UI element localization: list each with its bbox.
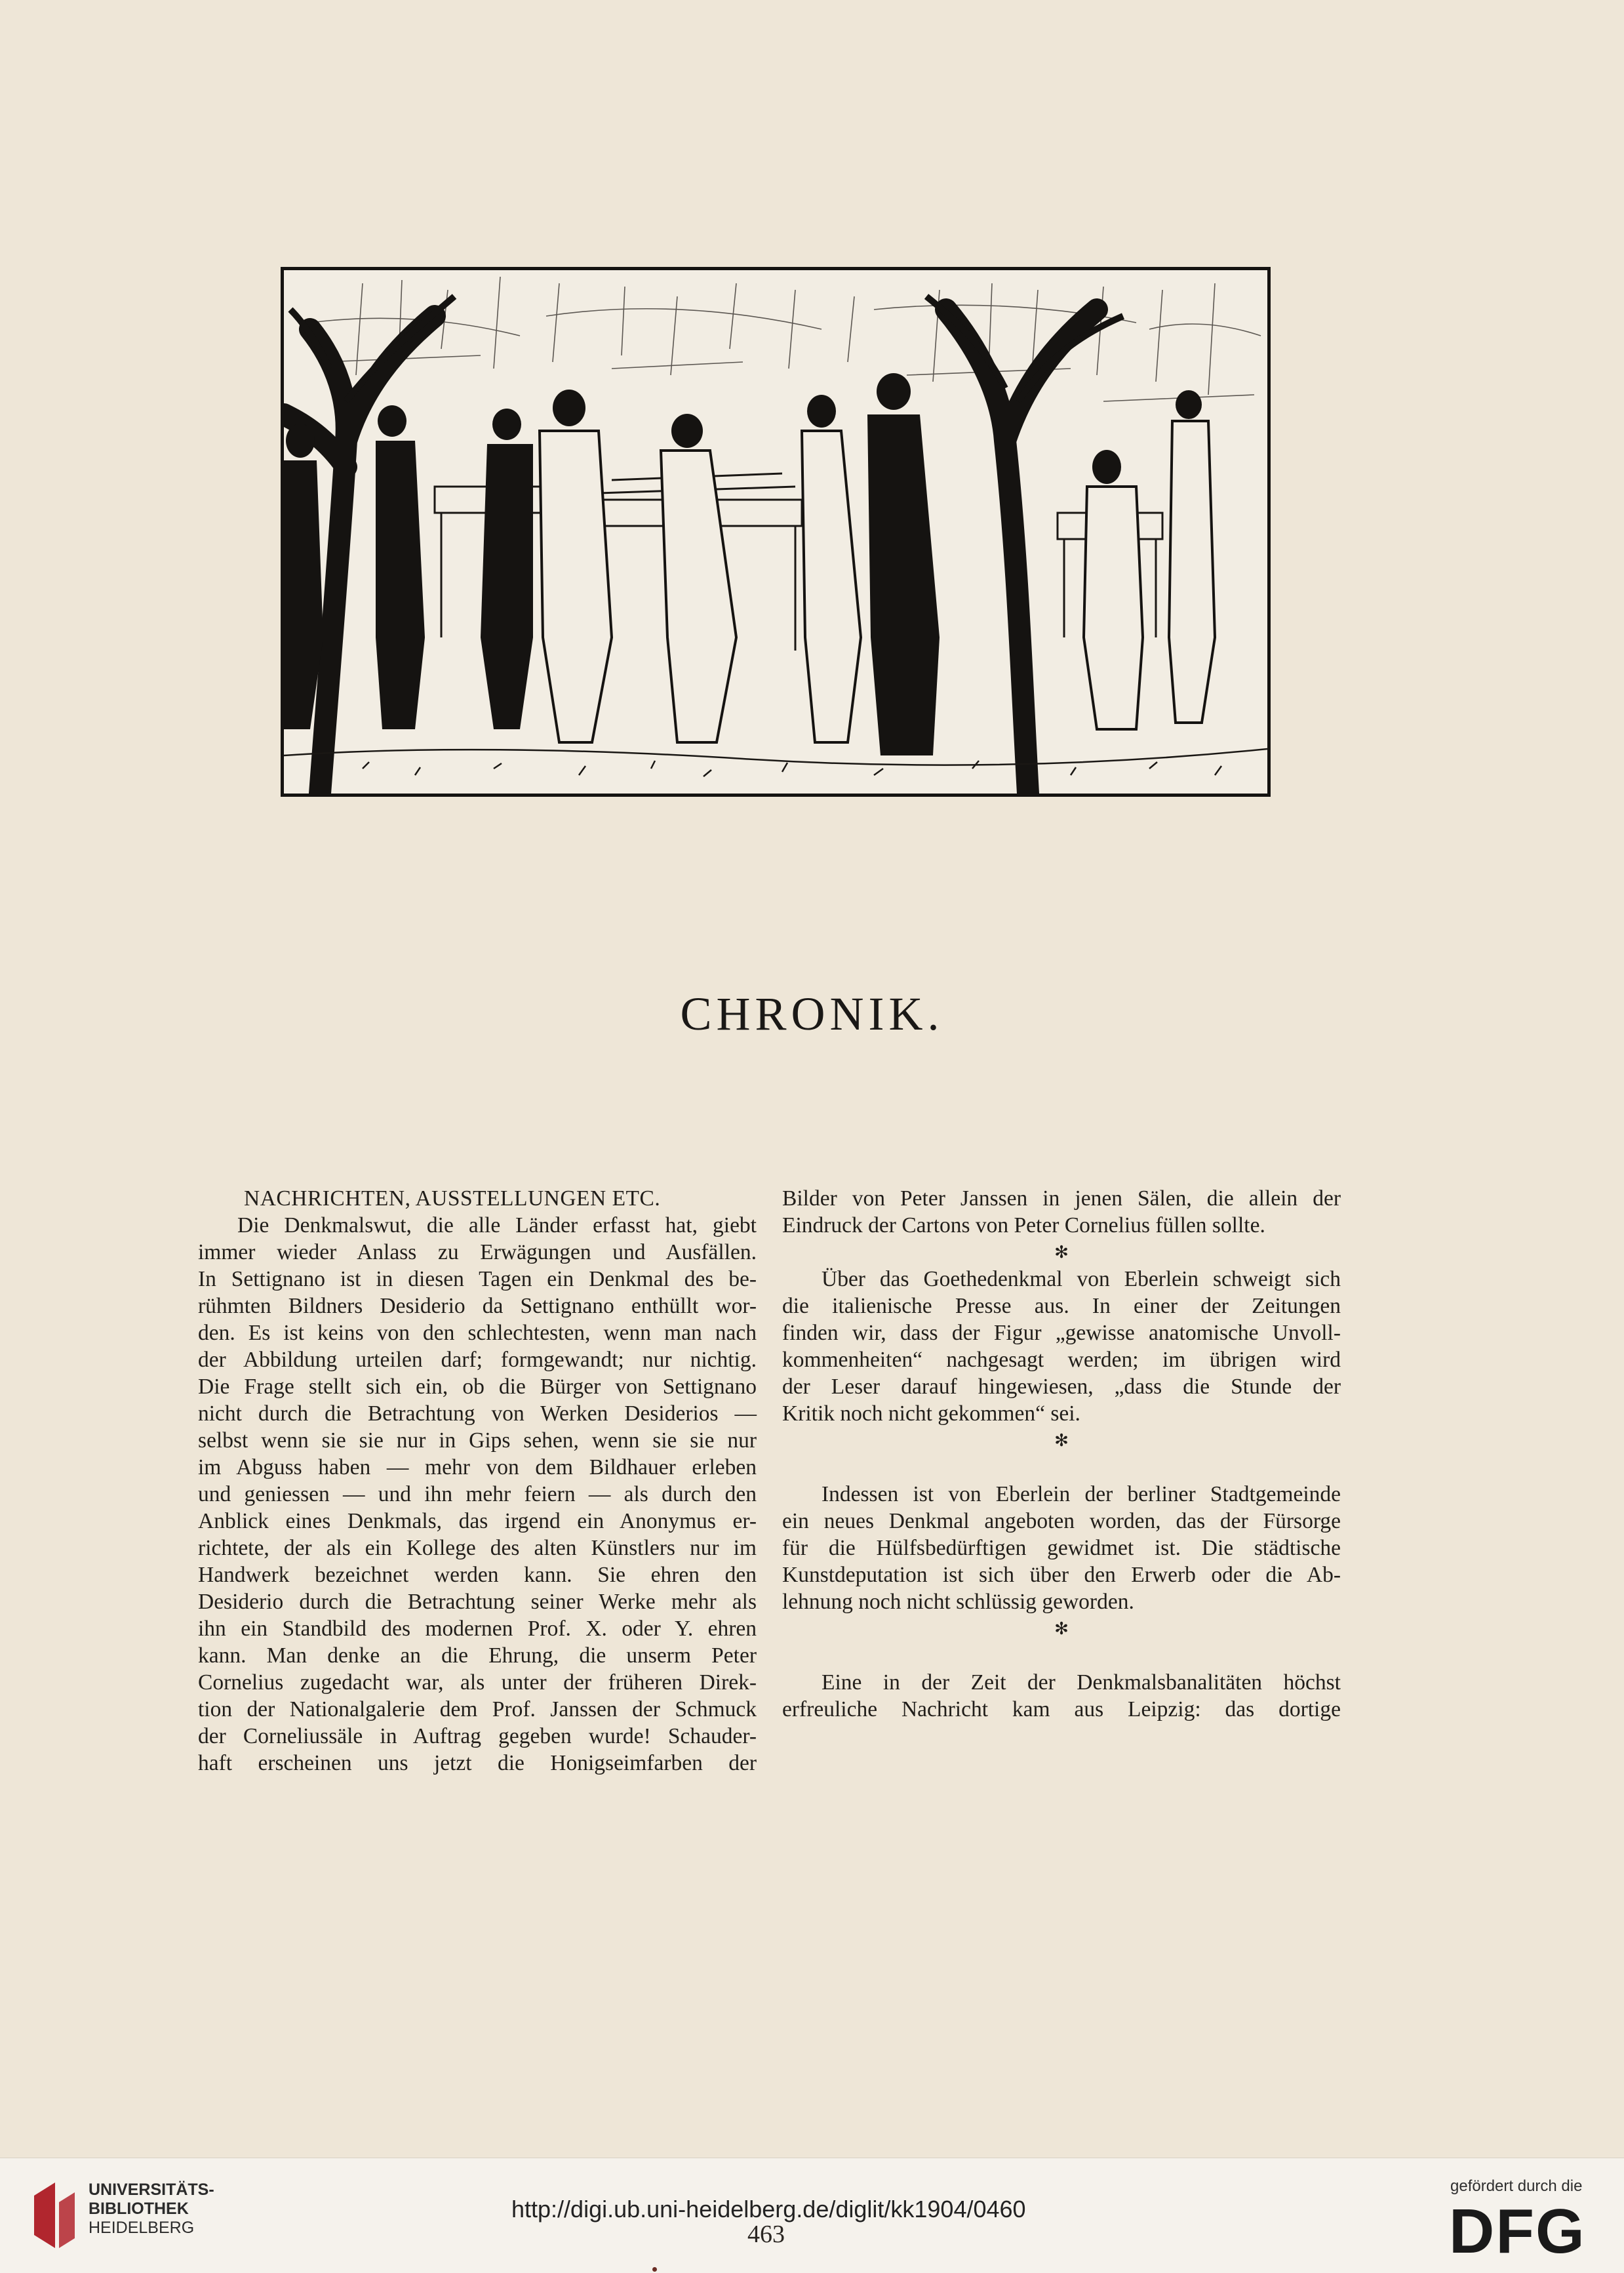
text-line: Bilder von Peter Janssen in jenen Sälen, die allein der — [782, 1186, 1341, 1211]
text-line: Die Frage stellt sich ein, ob die Bürger von Settignano — [198, 1375, 757, 1399]
text-line: Kunstdeputation ist sich über den Erwerb oder die Ab- — [782, 1563, 1341, 1587]
text-line: lehnung noch nicht schlüssig geworden. — [782, 1590, 1134, 1614]
permalink-url[interactable]: http://digi.ub.uni-heidelberg.de/diglit/kk1904/0460 — [511, 2196, 1026, 2223]
text-line: In Settignano ist in diesen Tagen ein Denkmal des be- — [198, 1267, 757, 1291]
text-line: der Leser darauf hingewiesen, „dass die Stunde der — [782, 1375, 1341, 1399]
section-divider-star: ✻ — [1054, 1431, 1069, 1450]
paragraph-gap — [782, 1454, 1341, 1481]
funding-label: gefördert durch die — [1450, 2177, 1583, 2195]
text-line: der Corneliussäle in Auftrag gegeben wurde! Schauder- — [198, 1724, 757, 1748]
text-line: für die Hülfsbedürftigen gewidmet ist. Die städtische — [782, 1536, 1341, 1560]
library-name — [89, 2181, 214, 2238]
paragraph-gap — [782, 1642, 1341, 1669]
text-line: rühmten Bildners Desiderio da Settignano enthüllt wor- — [198, 1294, 757, 1318]
text-line: Über das Goethedenkmal von Eberlein schweigt sich — [822, 1267, 1341, 1291]
dfg-logo: DFG — [1449, 2196, 1586, 2266]
library-name-line: UNIVERSITÄTS- — [89, 2181, 214, 2199]
text-line: erfreuliche Nachricht kam aus Leipzig: das dortige — [782, 1697, 1341, 1721]
text-line: der Abbildung urteilen darf; formgewandt; nur nichtig. — [198, 1348, 757, 1372]
text-line: kommenheiten“ nachgesagt werden; im übrigen wird — [782, 1348, 1341, 1372]
text-line: selbst wenn sie sie nur in Gips sehen, wenn sie sie nur — [198, 1428, 757, 1453]
section-divider-star: ✻ — [1054, 1619, 1069, 1638]
text-line: Kritik noch nicht gekommen“ sei. — [782, 1401, 1080, 1426]
library-name-line: HEIDELBERG — [89, 2219, 195, 2237]
text-line: die italienische Presse aus. In einer der Zeitungen — [782, 1294, 1341, 1318]
text-line: tion der Nationalgalerie dem Prof. Janssen der Schmuck — [198, 1697, 757, 1721]
news-heading: NACHRICHTEN, AUSSTELLUNGEN ETC. — [244, 1186, 661, 1211]
text-line: immer wieder Anlass zu Erwägungen und Ausfällen. — [198, 1240, 757, 1264]
library-name-line: BIBLIOTHEK — [89, 2200, 189, 2218]
book-market-illustration — [281, 267, 1271, 797]
street-book-market-illustration — [284, 270, 1267, 794]
text-line: Indessen ist von Eberlein der berliner Stadtgemeinde — [822, 1482, 1341, 1506]
text-line: Eindruck der Cartons von Peter Cornelius füllen sollte. — [782, 1213, 1265, 1237]
text-line: kann. Man denke an die Ehrung, die unserm Peter — [198, 1643, 757, 1668]
ub-heidelberg-logo-icon — [29, 2176, 80, 2255]
text-line: den. Es ist keins von den schlechtesten, wenn man nach — [198, 1321, 757, 1345]
text-line: finden wir, dass der Figur „gewisse anatomische Unvoll- — [782, 1321, 1341, 1345]
left-column — [198, 1185, 757, 1777]
text-line: Handwerk bezeichnet werden kann. Sie ehren den — [198, 1563, 757, 1587]
page-mark — [652, 2267, 657, 2272]
text-line: nicht durch die Betrachtung von Werken Desiderios — — [198, 1401, 757, 1426]
page-number: 463 — [747, 2221, 785, 2248]
text-line: Cornelius zugedacht war, als unter der früheren Direk- — [198, 1670, 757, 1695]
right-column — [782, 1185, 1341, 1723]
text-line: ein neues Denkmal angeboten worden, das der Fürsorge — [782, 1509, 1341, 1533]
text-line: Desiderio durch die Betrachtung seiner Werke mehr als — [198, 1590, 757, 1614]
text-line: im Abguss haben — mehr von dem Bildhauer erleben — [198, 1455, 757, 1479]
text-line: Die Denkmalswut, die alle Länder erfasst hat, giebt — [237, 1213, 757, 1237]
text-line: Eine in der Zeit der Denkmalsbanalitäten höchst — [822, 1670, 1341, 1695]
text-line: ihn ein Standbild des modernen Prof. X. oder Y. ehren — [198, 1617, 757, 1641]
text-line: richtete, der als ein Kollege des alten Künstlers nur im — [198, 1536, 757, 1560]
text-line: und geniessen — und ihn mehr feiern — als durch den — [198, 1482, 757, 1506]
text-line: Anblick eines Denkmals, das irgend ein Anonymus er- — [198, 1509, 757, 1533]
section-divider-star: ✻ — [1054, 1243, 1069, 1262]
text-line: haft erscheinen uns jetzt die Honigseimfarben der — [198, 1751, 757, 1775]
section-title: CHRONIK. — [680, 988, 944, 1040]
